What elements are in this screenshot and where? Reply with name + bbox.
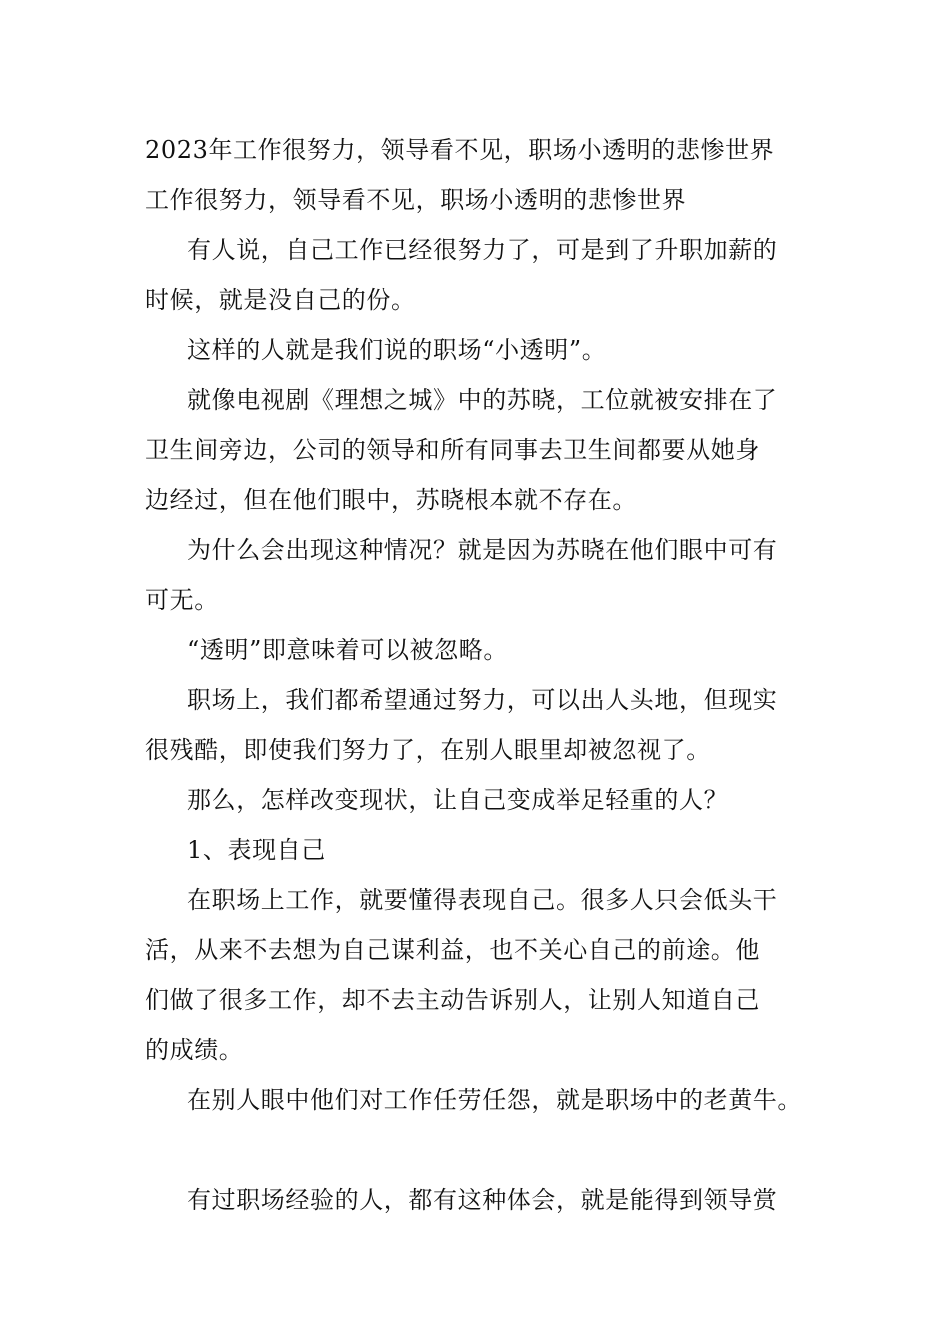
paragraph-line: 在职场上工作，就要懂得表现自己。很多人只会低头干	[187, 886, 778, 914]
paragraph-line: 边经过，但在他们眼中，苏晓根本就不存在。	[145, 486, 637, 514]
paragraph-line: 职场上，我们都希望通过努力，可以出人头地，但现实	[187, 686, 778, 714]
paragraph-line: “透明”即意味着可以被忽略。	[187, 636, 508, 664]
paragraph-line: 可无。	[145, 586, 219, 614]
paragraph-line: 很残酷，即使我们努力了，在别人眼里却被忽视了。	[145, 736, 711, 764]
section-heading: 1、表现自己	[187, 836, 326, 864]
paragraph-line: 的成绩。	[145, 1036, 244, 1064]
paragraph-line: 这样的人就是我们说的职场“小透明”。	[187, 336, 607, 364]
paragraph-line: 有人说，自己工作已经很努力了，可是到了升职加薪的	[187, 236, 778, 264]
paragraph-line: 为什么会出现这种情况？就是因为苏晓在他们眼中可有	[187, 536, 778, 564]
paragraph-line: 们做了很多工作，却不去主动告诉别人，让别人知道自己	[145, 986, 760, 1014]
paragraph-line: 在别人眼中他们对工作任劳任怨，就是职场中的老黄牛。	[187, 1086, 802, 1114]
paragraph-line: 那么，怎样改变现状，让自己变成举足轻重的人？	[187, 786, 729, 814]
paragraph-line: 就像电视剧《理想之城》中的苏晓，工位就被安排在了	[187, 386, 778, 414]
paragraph-line: 活，从来不去想为自己谋利益，也不关心自己的前途。他	[145, 936, 760, 964]
document-subtitle: 工作很努力，领导看不见，职场小透明的悲惨世界	[145, 186, 687, 214]
paragraph-line: 有过职场经验的人，都有这种体会，就是能得到领导赏	[187, 1186, 778, 1214]
document-title: 2023年工作很努力，领导看不见，职场小透明的悲惨世界	[145, 136, 775, 164]
paragraph-line: 卫生间旁边，公司的领导和所有同事去卫生间都要从她身	[145, 436, 760, 464]
paragraph-line: 时候，就是没自己的份。	[145, 286, 416, 314]
